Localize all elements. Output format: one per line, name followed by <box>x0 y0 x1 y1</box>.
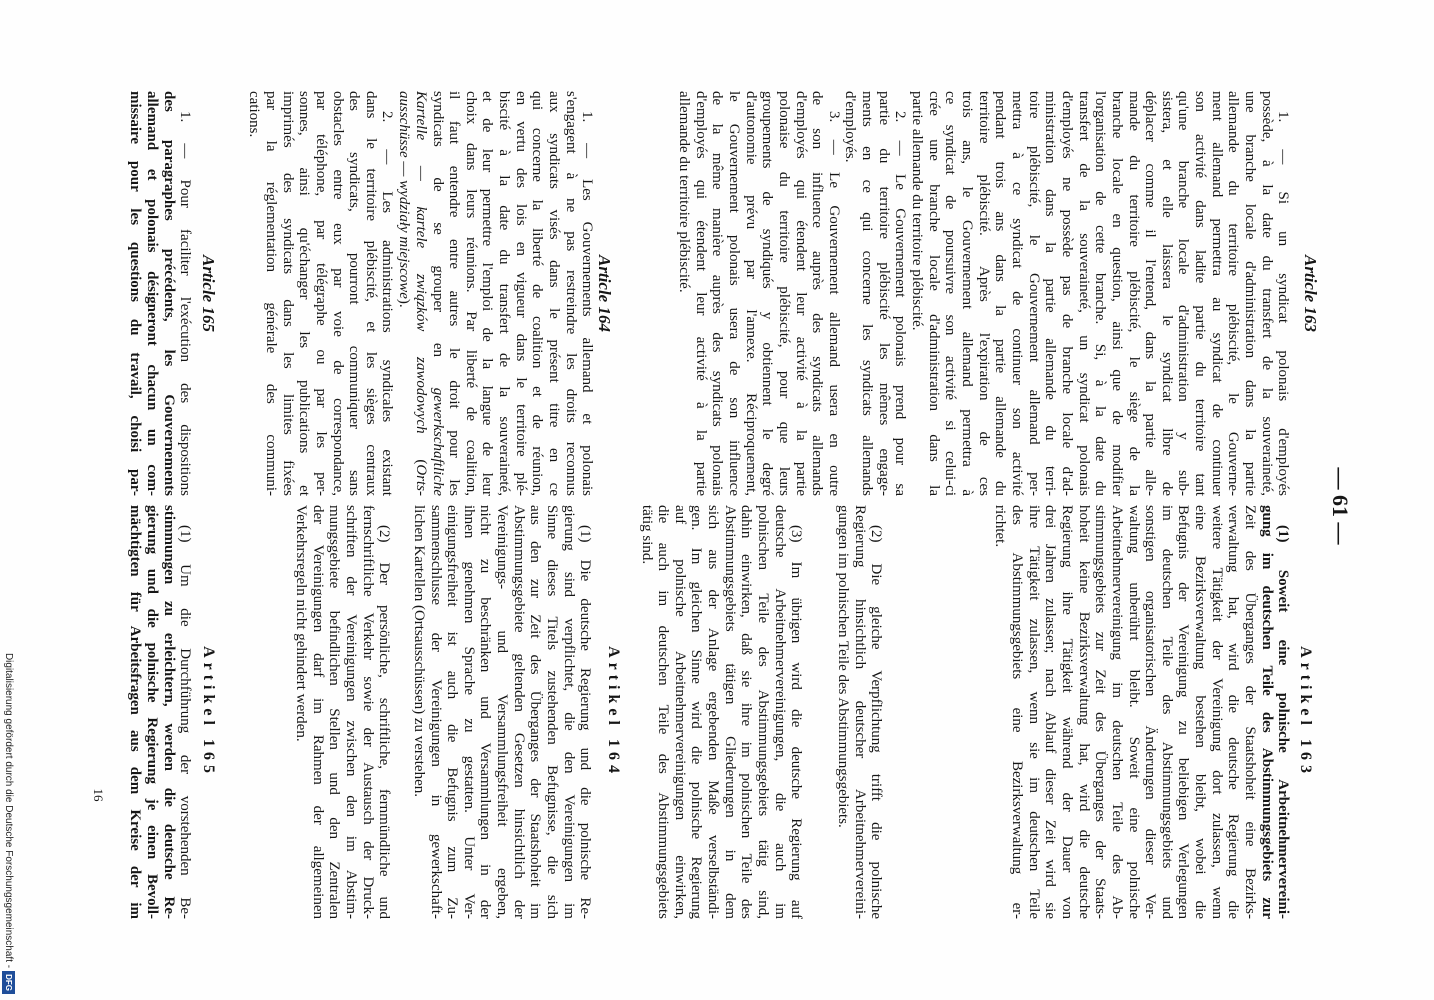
german-text-line: nicht zu beschränken und Versammlungen in der <box>477 505 494 919</box>
french-text-line: ce syndicat de poursuivre son activité si celui-ci <box>942 91 959 496</box>
german-text-line: Abstimmungsgebiete geltenden Gesetzen hinsichtlich der <box>510 505 527 919</box>
german-text-line: der Vereinigungen darf im Rahmen der allgemeinen <box>309 505 326 919</box>
text-segment: — <box>412 140 429 207</box>
french-column <box>0 91 1434 496</box>
french-text-line: déplacer comme il l'entend, dans la partie alle- <box>1142 91 1159 496</box>
french-text-line: d'employés. <box>842 91 859 163</box>
french-text-line: aux syndicats visés dans le présent titre en ce <box>546 91 563 496</box>
french-text-line: d'employés qui étendent leur activité à la partie <box>792 91 809 496</box>
french-text-line: des paragraphes précédents, les Gouvernements <box>160 91 177 496</box>
french-text-line: d'employés ne possède pas de branche locale d'ad- <box>1058 91 1075 496</box>
french-text-line: imprimés des syndicats dans les limites fixées <box>279 91 296 496</box>
article-163-paragraph-1-fr <box>909 91 1292 496</box>
german-text-line: des Abstimmungsgebiets eine Bezirksverwaltung er- <box>1009 505 1026 919</box>
article-163-paragraph-3-de <box>638 505 804 919</box>
french-text-line: son activité dans ladite partie du territoire tant <box>1192 91 1209 496</box>
french-text-line: ment allemand permettra au syndicat de continuer <box>1208 91 1225 496</box>
german-text-line: gen. Im gleichen Sinne wird die polnische Regierung <box>688 505 705 919</box>
french-text-line: par téléphone, par télégraphe ou par les per- <box>312 91 329 496</box>
german-text-line: Arbeitnehmervereinigung im deutschen Teile des Ab- <box>1108 505 1125 919</box>
article-164-paragraph-2-fr <box>246 91 396 496</box>
french-text-line: par la réglementation générale des communi- <box>263 91 280 496</box>
french-text-line: sonnes, ainsi qu'échanger les publications et <box>296 91 313 496</box>
german-text-line: Vereinigungs- und Versammlungsfreiheit ergeben, <box>494 505 511 919</box>
french-text-line: mande du territoire plébiscité, le siège de la <box>1125 91 1142 496</box>
printer-signature-mark: 16 <box>91 788 106 802</box>
french-text-line: 2. — Le Gouvernement polonais prend pour sa <box>892 111 909 496</box>
article-163-title-de: Artikel 163 <box>1297 646 1314 778</box>
text-segment: — <box>396 157 413 181</box>
italic-text: gewerkschaftliche <box>429 387 446 496</box>
french-text-line: une branche locale d'administration dans la partie <box>1242 91 1259 496</box>
article-164-paragraph-2-de <box>292 505 392 919</box>
french-text-line: dans le territoire plébiscité, et les sièges centraux <box>362 91 379 496</box>
german-text-line: auf polnische Arbeitnehmervereinigungen einwirken, <box>671 505 688 919</box>
german-text-line: Zeit des Überganges der Staatshoheit eine Bezirks- <box>1242 505 1259 919</box>
article-163-paragraph-2-fr <box>842 91 909 496</box>
german-text-line: fernschriftliche Verkehr sowie der Austausch der Druck- <box>359 505 376 919</box>
german-text-line: sammenschlusse der Vereinigungen in gewerkschaft- <box>427 505 444 919</box>
german-text-line: (3) Im übrigen wird die deutsche Regierung auf <box>788 525 805 919</box>
french-text-line: crée une branche locale d'administration dans la <box>925 91 942 496</box>
french-text-line: branche locale en question, ainsi que de modifier <box>1108 91 1125 496</box>
german-text-line: tätig sind. <box>638 505 655 565</box>
german-text-line: Regierung hinsichtlich deutscher Arbeitnehmervereini- <box>851 505 868 919</box>
german-text-line: gungen im polnischen Teile des Abstimmungsgebiets. <box>835 505 852 828</box>
german-text-line: waltung unberührt bleibt. Soweit eine polnische <box>1125 505 1142 919</box>
french-text-line: il faut entendre entre autres le droit pour les <box>446 91 463 496</box>
french-text-line: mettra à ce syndicat de continuer son activité <box>1009 91 1026 496</box>
text-segment: ). <box>396 298 413 308</box>
german-text-line: (1) Die deutsche Regierung und die polnische Re- <box>577 525 594 919</box>
german-column <box>0 505 1434 919</box>
french-text-line: qu'une branche locale d'administration y sub- <box>1175 91 1192 496</box>
french-text-line: 2. — Les administrations syndicales existant <box>379 111 396 496</box>
german-text-line: weitere Tätigkeit der Vereinigung dort zulassen, wenn <box>1208 505 1225 919</box>
german-text-line: deutsche Arbeitnehmervereinigungen, die auch im <box>771 505 788 919</box>
article-165-title-fr: Article 165 <box>199 255 218 332</box>
german-text-line: mächtigten für Arbeitsfragen aus dem Kreise der im <box>127 505 144 919</box>
german-text-line: drei Jahren zulassen; nach Ablauf dieser Zeit wird sie <box>1042 505 1059 919</box>
french-text-line: 1. — Pour faciliter l'exécution des dispositions <box>177 111 194 496</box>
german-text-line: Regierung ihre Tätigkeit während der Dauer von <box>1058 505 1075 919</box>
german-text-line: dahin einwirken, daß sie ihre im polnischen Teile des <box>738 505 755 919</box>
french-text-line: partie du territoire plébiscité les mêmes engage- <box>875 91 892 496</box>
french-text-line: missaire pour les questions du travail, choisi par- <box>127 91 144 496</box>
french-text-line: 1. — Les Gouvernements allemand et polonais <box>579 111 596 496</box>
article-163-paragraph-1-de <box>992 505 1292 919</box>
article-164-paragraph-1-fr <box>396 91 596 496</box>
french-text-line: possède, à la date du transfert de la souveraineté, <box>1258 91 1275 496</box>
french-text-line: d'employés qui étendent leur activité à la partie <box>692 91 709 496</box>
italic-text: Orts- <box>412 464 429 496</box>
article-164-title-de: Artikel 164 <box>605 646 622 778</box>
text-segment: syndicats de se grouper en <box>429 91 446 388</box>
german-text-line: Abstimmungsgebiets tätigen Gliederungen in dem <box>721 505 738 919</box>
article-165-title-de: Artikel 165 <box>200 646 217 778</box>
french-text-line: ministration dans la partie allemande du terri- <box>1042 91 1059 496</box>
french-text-line: le Gouvernement polonais usera de son influence <box>725 91 742 496</box>
german-text-line: gierung und die polnische Regierung je einen Bevoll- <box>144 505 161 919</box>
french-text-line: obstacles entre eux par voie de correspondance, <box>329 91 346 496</box>
french-text-line: des syndicats, pourront communiquer sans <box>346 91 363 496</box>
dfg-logo: DFG <box>3 971 16 994</box>
german-text-line: sonstigen organisatorischen Änderungen dieser Ver- <box>1142 505 1159 919</box>
french-text-line: de la même manière auprès des syndicats polonais <box>709 91 726 496</box>
french-text-line: biscité à la date du transfert de la souveraineté, <box>496 91 513 496</box>
article-163-title-fr: Article 163 <box>1301 255 1320 332</box>
french-text-line: polonaise du territoire plébiscité, pour que leurs <box>775 91 792 496</box>
french-text-line: trois ans, le Gouvernement allemand permettra à <box>959 91 976 496</box>
french-text-line <box>412 91 429 496</box>
german-text-line: verwaltung hat, wird die deutsche Regierung die <box>1225 505 1242 919</box>
german-text-line: Befugnis der Vereinigung zu beliebigen Verlegungen <box>1175 505 1192 919</box>
german-text-line: ihre Tätigkeit zulassen, wenn sie im deutschen Teile <box>1025 505 1042 919</box>
french-text-line <box>396 91 413 496</box>
article-165-paragraph-1-de <box>127 505 194 919</box>
french-text-line: pendant trois ans dans la partie allemande du <box>992 91 1009 496</box>
german-text-line: aus den zur Zeit des Überganges der Staatshoheit im <box>527 505 544 919</box>
article-163-paragraph-2-de <box>834 505 884 919</box>
german-text-line: ihnen genehmen Sprache zu gestatten. Unter Ver- <box>460 505 477 919</box>
french-text-line: 3. — Le Gouvernement allemand usera en outre <box>825 111 842 496</box>
german-text-line: hoheit keine Bezirksverwaltung hat, wird die deutsche <box>1075 505 1092 919</box>
french-text-line: cations. <box>246 91 263 138</box>
digitization-credit <box>2 653 16 994</box>
article-164-title-fr: Article 164 <box>595 255 614 332</box>
french-text-line: s'engagent à ne pas restreindre les droits reconnus <box>562 91 579 496</box>
french-text-line: allemande du territoire plébiscité. <box>676 91 693 293</box>
italic-text: Kartelle <box>412 91 429 141</box>
german-text-line: richtet. <box>992 505 1009 548</box>
german-text-line: stimmungen zu erleichtern, werden die deutsche Re- <box>160 505 177 919</box>
digitization-credit-text: Digitalisierung gefördert durch die Deutsche Forschungsgemeinschaft - <box>3 652 15 969</box>
french-text-line: ments en ce qui concerne les syndicats allemands <box>859 91 876 496</box>
article-164-paragraph-1-de <box>410 505 593 919</box>
french-text-line: territoire plébiscité. Après l'expiration de ces <box>975 91 992 496</box>
german-text-line: (1) Um die Durchführung der vorstehenden Be- <box>177 525 194 919</box>
french-text-line: l'organisation de cette branche. Si, à la date du <box>1092 91 1109 496</box>
german-text-line: die auch im deutschen Teile des Abstimmungsgebiets <box>655 505 672 919</box>
text-segment: ( <box>412 433 429 465</box>
german-text-line: im deutschen Teile des Abstimmungsgebiets und <box>1158 505 1175 919</box>
german-text-line: sich aus der Anlage ergebenden Maße verselbständi- <box>705 505 722 919</box>
french-text-line: transfert de la souveraineté, un syndicat polonais <box>1075 91 1092 496</box>
french-text-line: allemand et polonais désigneront chacun un com- <box>144 91 161 496</box>
page-number: — 61 — <box>1328 467 1353 545</box>
german-text-line: mungsgebiete befindlichen Stellen und den Zentralen <box>326 505 343 919</box>
french-text-line: allemande du territoire plébiscité, le Gouverne- <box>1225 91 1242 496</box>
german-text-line: Sinne dieses Titels zustehenden Befugnisse, die sich <box>544 505 561 919</box>
article-165-paragraph-1-fr <box>127 91 194 496</box>
german-text-line: (1) Soweit eine polnische Arbeitnehmervereini- <box>1275 525 1292 919</box>
german-text-line: polnischen Teile des Abstimmungsgebiets tätig sind, <box>755 505 772 919</box>
german-text-line: schriften der Vereinigungen zwischen den im Abstim- <box>343 505 360 919</box>
french-text-line: de son influence auprès des syndicats allemands <box>809 91 826 496</box>
article-163-paragraph-3-fr <box>675 91 841 496</box>
german-text-line: (2) Der persönliche, schriftliche, fernmündliche und <box>376 525 393 919</box>
french-text-line: partie allemande du territoire plébiscité. <box>909 91 926 331</box>
french-text-line: en vertu des lois en vigueur dans le territoire plé- <box>512 91 529 496</box>
italic-text: kartele związków zawodowych <box>412 206 429 434</box>
german-text-line: (2) Die gleiche Verpflichtung trifft die polnische <box>868 525 885 919</box>
french-text-line: d'autonomie prévu par l'annexe. Réciproquement, <box>742 91 759 496</box>
italic-text: ausschüsse <box>396 91 413 158</box>
german-text-line: gung im deutschen Teile des Abstimmungsgebiets zur <box>1258 505 1275 919</box>
french-text-line <box>429 91 446 496</box>
french-text-line: et de leur permettre l'emploi de la langue de leur <box>479 91 496 496</box>
italic-text: wydziały miejscowe <box>396 180 413 299</box>
german-text-line: lichen Kartellen (Ortsausschüssen) zu verstehen. <box>410 505 427 797</box>
german-text-line: stimmungsgebiets zur Zeit des Überganges der Staats- <box>1092 505 1109 919</box>
french-text-line: sistera, et elle laissera le syndicat libre de <box>1158 91 1175 496</box>
french-text-line: choix dans leurs réunions. Par liberté de coalition, <box>462 91 479 496</box>
french-text-line: 1. — Si un syndicat polonais d'employés <box>1275 111 1292 496</box>
french-text-line: qui concerne la liberté de coalition et de réunion, <box>529 91 546 496</box>
french-text-line: groupements de syndiqués y obtiennent le degré <box>759 91 776 496</box>
german-text-line: einigungsfreiheit ist auch die Befugnis zum Zu- <box>444 505 461 919</box>
german-text-line: eine Bezirksverwaltung bestehen bleibt, wobei die <box>1192 505 1209 919</box>
french-text-line: toire plébiscité, le Gouvernement allemand per- <box>1025 91 1042 496</box>
german-text-line: Verkehrsregeln nicht gehindert werden. <box>293 505 310 742</box>
german-text-line: gierung sind verpflichtet, die den Vereinigungen im <box>560 505 577 919</box>
